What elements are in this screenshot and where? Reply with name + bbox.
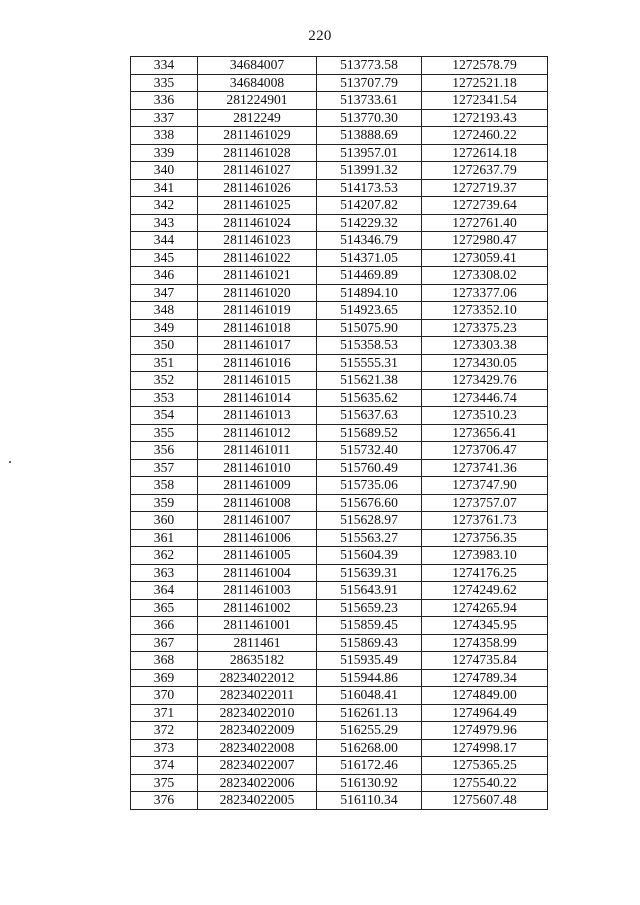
table-row — [131, 599, 548, 617]
y-coordinate-cell: 1274249.62 — [422, 582, 548, 600]
point-id-cell: 2811461028 — [198, 144, 317, 162]
point-id-cell: 2811461018 — [198, 319, 317, 337]
point-id-cell: 28234022007 — [198, 757, 317, 775]
table-row — [131, 477, 548, 495]
point-id-cell: 2811461009 — [198, 477, 317, 495]
row-number-cell: 358 — [131, 477, 198, 495]
row-number-cell: 365 — [131, 599, 198, 617]
row-number-cell: 343 — [131, 214, 198, 232]
table-row — [131, 127, 548, 145]
x-coordinate-cell: 514469.89 — [317, 267, 422, 285]
x-coordinate-cell: 515859.45 — [317, 617, 422, 635]
stray-dot — [9, 461, 11, 463]
x-coordinate-cell: 513733.61 — [317, 92, 422, 110]
x-coordinate-cell: 516048.41 — [317, 687, 422, 705]
y-coordinate-cell: 1274789.34 — [422, 669, 548, 687]
x-coordinate-cell: 514173.53 — [317, 179, 422, 197]
point-id-cell: 28234022009 — [198, 722, 317, 740]
row-number-cell: 368 — [131, 652, 198, 670]
y-coordinate-cell: 1275365.25 — [422, 757, 548, 775]
table-row — [131, 354, 548, 372]
x-coordinate-cell: 515637.63 — [317, 407, 422, 425]
x-coordinate-cell: 516172.46 — [317, 757, 422, 775]
y-coordinate-cell: 1273308.02 — [422, 267, 548, 285]
x-coordinate-cell: 516130.92 — [317, 774, 422, 792]
row-number-cell: 351 — [131, 354, 198, 372]
y-coordinate-cell: 1273430.05 — [422, 354, 548, 372]
x-coordinate-cell: 515075.90 — [317, 319, 422, 337]
row-number-cell: 345 — [131, 249, 198, 267]
row-number-cell: 367 — [131, 634, 198, 652]
y-coordinate-cell: 1273303.38 — [422, 337, 548, 355]
x-coordinate-cell: 515621.38 — [317, 372, 422, 390]
y-coordinate-cell: 1272614.18 — [422, 144, 548, 162]
table-row — [131, 389, 548, 407]
x-coordinate-cell: 514207.82 — [317, 197, 422, 215]
x-coordinate-cell: 515935.49 — [317, 652, 422, 670]
y-coordinate-cell: 1272521.18 — [422, 74, 548, 92]
x-coordinate-cell: 515639.31 — [317, 564, 422, 582]
point-id-cell: 34684008 — [198, 74, 317, 92]
row-number-cell: 347 — [131, 284, 198, 302]
row-number-cell: 359 — [131, 494, 198, 512]
point-id-cell: 2811461001 — [198, 617, 317, 635]
row-number-cell: 360 — [131, 512, 198, 530]
y-coordinate-cell: 1275540.22 — [422, 774, 548, 792]
x-coordinate-cell: 516268.00 — [317, 739, 422, 757]
table-row — [131, 302, 548, 320]
x-coordinate-cell: 515635.62 — [317, 389, 422, 407]
table-row — [131, 652, 548, 670]
point-id-cell: 2811461017 — [198, 337, 317, 355]
table-row — [131, 459, 548, 477]
point-id-cell: 2811461007 — [198, 512, 317, 530]
row-number-cell: 346 — [131, 267, 198, 285]
x-coordinate-cell: 515676.60 — [317, 494, 422, 512]
y-coordinate-cell: 1273446.74 — [422, 389, 548, 407]
point-id-cell: 2811461025 — [198, 197, 317, 215]
y-coordinate-cell: 1272578.79 — [422, 57, 548, 75]
point-id-cell: 2811461003 — [198, 582, 317, 600]
row-number-cell: 354 — [131, 407, 198, 425]
x-coordinate-cell: 514894.10 — [317, 284, 422, 302]
point-id-cell: 2811461024 — [198, 214, 317, 232]
x-coordinate-cell: 514371.05 — [317, 249, 422, 267]
x-coordinate-cell: 515659.23 — [317, 599, 422, 617]
table-row — [131, 494, 548, 512]
y-coordinate-cell: 1273757.07 — [422, 494, 548, 512]
point-id-cell: 2811461020 — [198, 284, 317, 302]
table-row — [131, 617, 548, 635]
row-number-cell: 374 — [131, 757, 198, 775]
x-coordinate-cell: 514346.79 — [317, 232, 422, 250]
y-coordinate-cell: 1272193.43 — [422, 109, 548, 127]
point-id-cell: 2811461004 — [198, 564, 317, 582]
row-number-cell: 366 — [131, 617, 198, 635]
row-number-cell: 362 — [131, 547, 198, 565]
table-row — [131, 407, 548, 425]
coordinates-table-body — [131, 57, 548, 810]
row-number-cell: 352 — [131, 372, 198, 390]
point-id-cell: 2811461022 — [198, 249, 317, 267]
y-coordinate-cell: 1274998.17 — [422, 739, 548, 757]
table-row — [131, 74, 548, 92]
y-coordinate-cell: 1274358.99 — [422, 634, 548, 652]
table-row — [131, 564, 548, 582]
point-id-cell: 34684007 — [198, 57, 317, 75]
y-coordinate-cell: 1273377.06 — [422, 284, 548, 302]
row-number-cell: 370 — [131, 687, 198, 705]
row-number-cell: 337 — [131, 109, 198, 127]
y-coordinate-cell: 1273429.76 — [422, 372, 548, 390]
row-number-cell: 375 — [131, 774, 198, 792]
row-number-cell: 339 — [131, 144, 198, 162]
table-row — [131, 424, 548, 442]
table-row — [131, 757, 548, 775]
y-coordinate-cell: 1274964.49 — [422, 704, 548, 722]
row-number-cell: 363 — [131, 564, 198, 582]
y-coordinate-cell: 1272980.47 — [422, 232, 548, 250]
x-coordinate-cell: 516110.34 — [317, 792, 422, 810]
x-coordinate-cell: 515643.91 — [317, 582, 422, 600]
x-coordinate-cell: 515732.40 — [317, 442, 422, 460]
x-coordinate-cell: 513991.32 — [317, 162, 422, 180]
row-number-cell: 344 — [131, 232, 198, 250]
row-number-cell: 348 — [131, 302, 198, 320]
x-coordinate-cell: 513770.30 — [317, 109, 422, 127]
point-id-cell: 2811461029 — [198, 127, 317, 145]
point-id-cell: 28234022010 — [198, 704, 317, 722]
y-coordinate-cell: 1273352.10 — [422, 302, 548, 320]
y-coordinate-cell: 1273656.41 — [422, 424, 548, 442]
table-row — [131, 547, 548, 565]
table-row — [131, 249, 548, 267]
point-id-cell: 2811461011 — [198, 442, 317, 460]
point-id-cell: 2811461006 — [198, 529, 317, 547]
x-coordinate-cell: 515555.31 — [317, 354, 422, 372]
point-id-cell: 2811461008 — [198, 494, 317, 512]
y-coordinate-cell: 1273761.73 — [422, 512, 548, 530]
y-coordinate-cell: 1272719.37 — [422, 179, 548, 197]
table-row — [131, 704, 548, 722]
table-row — [131, 669, 548, 687]
table-row — [131, 774, 548, 792]
x-coordinate-cell: 515628.97 — [317, 512, 422, 530]
y-coordinate-cell: 1274979.96 — [422, 722, 548, 740]
x-coordinate-cell: 514923.65 — [317, 302, 422, 320]
y-coordinate-cell: 1275607.48 — [422, 792, 548, 810]
y-coordinate-cell: 1272761.40 — [422, 214, 548, 232]
y-coordinate-cell: 1273756.35 — [422, 529, 548, 547]
table-row — [131, 372, 548, 390]
x-coordinate-cell: 515689.52 — [317, 424, 422, 442]
x-coordinate-cell: 513957.01 — [317, 144, 422, 162]
x-coordinate-cell: 515604.39 — [317, 547, 422, 565]
x-coordinate-cell: 513773.58 — [317, 57, 422, 75]
row-number-cell: 334 — [131, 57, 198, 75]
table-row — [131, 442, 548, 460]
row-number-cell: 373 — [131, 739, 198, 757]
y-coordinate-cell: 1273375.23 — [422, 319, 548, 337]
table-row — [131, 687, 548, 705]
point-id-cell: 2812249 — [198, 109, 317, 127]
y-coordinate-cell: 1273747.90 — [422, 477, 548, 495]
point-id-cell: 2811461015 — [198, 372, 317, 390]
point-id-cell: 2811461002 — [198, 599, 317, 617]
x-coordinate-cell: 515869.43 — [317, 634, 422, 652]
row-number-cell: 357 — [131, 459, 198, 477]
table-row — [131, 57, 548, 75]
row-number-cell: 376 — [131, 792, 198, 810]
x-coordinate-cell: 516255.29 — [317, 722, 422, 740]
row-number-cell: 361 — [131, 529, 198, 547]
row-number-cell: 340 — [131, 162, 198, 180]
y-coordinate-cell: 1274265.94 — [422, 599, 548, 617]
table-row — [131, 512, 548, 530]
table-row — [131, 109, 548, 127]
y-coordinate-cell: 1273706.47 — [422, 442, 548, 460]
x-coordinate-cell: 515944.86 — [317, 669, 422, 687]
row-number-cell: 356 — [131, 442, 198, 460]
x-coordinate-cell: 515563.27 — [317, 529, 422, 547]
y-coordinate-cell: 1273983.10 — [422, 547, 548, 565]
y-coordinate-cell: 1272460.22 — [422, 127, 548, 145]
y-coordinate-cell: 1274345.95 — [422, 617, 548, 635]
point-id-cell: 281224901 — [198, 92, 317, 110]
point-id-cell: 2811461019 — [198, 302, 317, 320]
y-coordinate-cell: 1273741.36 — [422, 459, 548, 477]
row-number-cell: 335 — [131, 74, 198, 92]
table-row — [131, 162, 548, 180]
row-number-cell: 342 — [131, 197, 198, 215]
y-coordinate-cell: 1272341.54 — [422, 92, 548, 110]
x-coordinate-cell: 514229.32 — [317, 214, 422, 232]
row-number-cell: 364 — [131, 582, 198, 600]
table-row — [131, 267, 548, 285]
table-row — [131, 337, 548, 355]
point-id-cell: 28635182 — [198, 652, 317, 670]
x-coordinate-cell: 513707.79 — [317, 74, 422, 92]
point-id-cell: 2811461026 — [198, 179, 317, 197]
x-coordinate-cell: 513888.69 — [317, 127, 422, 145]
row-number-cell: 338 — [131, 127, 198, 145]
row-number-cell: 336 — [131, 92, 198, 110]
table-row — [131, 197, 548, 215]
y-coordinate-cell: 1274849.00 — [422, 687, 548, 705]
table-row — [131, 92, 548, 110]
point-id-cell: 28234022006 — [198, 774, 317, 792]
y-coordinate-cell: 1272637.79 — [422, 162, 548, 180]
point-id-cell: 28234022005 — [198, 792, 317, 810]
table-row — [131, 319, 548, 337]
point-id-cell: 28234022011 — [198, 687, 317, 705]
x-coordinate-cell: 516261.13 — [317, 704, 422, 722]
table-row — [131, 179, 548, 197]
row-number-cell: 369 — [131, 669, 198, 687]
point-id-cell: 2811461016 — [198, 354, 317, 372]
table-row — [131, 792, 548, 810]
y-coordinate-cell: 1273510.23 — [422, 407, 548, 425]
row-number-cell: 372 — [131, 722, 198, 740]
point-id-cell: 2811461013 — [198, 407, 317, 425]
y-coordinate-cell: 1272739.64 — [422, 197, 548, 215]
table-row — [131, 722, 548, 740]
y-coordinate-cell: 1274176.25 — [422, 564, 548, 582]
point-id-cell: 2811461027 — [198, 162, 317, 180]
page-number: 220 — [308, 28, 332, 44]
x-coordinate-cell: 515735.06 — [317, 477, 422, 495]
point-id-cell: 2811461012 — [198, 424, 317, 442]
point-id-cell: 28234022008 — [198, 739, 317, 757]
row-number-cell: 350 — [131, 337, 198, 355]
table-row — [131, 232, 548, 250]
table-row — [131, 582, 548, 600]
row-number-cell: 349 — [131, 319, 198, 337]
x-coordinate-cell: 515358.53 — [317, 337, 422, 355]
table-row — [131, 144, 548, 162]
row-number-cell: 341 — [131, 179, 198, 197]
point-id-cell: 2811461014 — [198, 389, 317, 407]
x-coordinate-cell: 515760.49 — [317, 459, 422, 477]
table-row — [131, 284, 548, 302]
table-row — [131, 739, 548, 757]
table-row — [131, 529, 548, 547]
y-coordinate-cell: 1273059.41 — [422, 249, 548, 267]
point-id-cell: 2811461023 — [198, 232, 317, 250]
point-id-cell: 2811461 — [198, 634, 317, 652]
point-id-cell: 2811461005 — [198, 547, 317, 565]
coordinates-table — [130, 56, 548, 810]
point-id-cell: 2811461021 — [198, 267, 317, 285]
row-number-cell: 371 — [131, 704, 198, 722]
table-row — [131, 214, 548, 232]
y-coordinate-cell: 1274735.84 — [422, 652, 548, 670]
table-row — [131, 634, 548, 652]
point-id-cell: 28234022012 — [198, 669, 317, 687]
row-number-cell: 353 — [131, 389, 198, 407]
point-id-cell: 2811461010 — [198, 459, 317, 477]
row-number-cell: 355 — [131, 424, 198, 442]
